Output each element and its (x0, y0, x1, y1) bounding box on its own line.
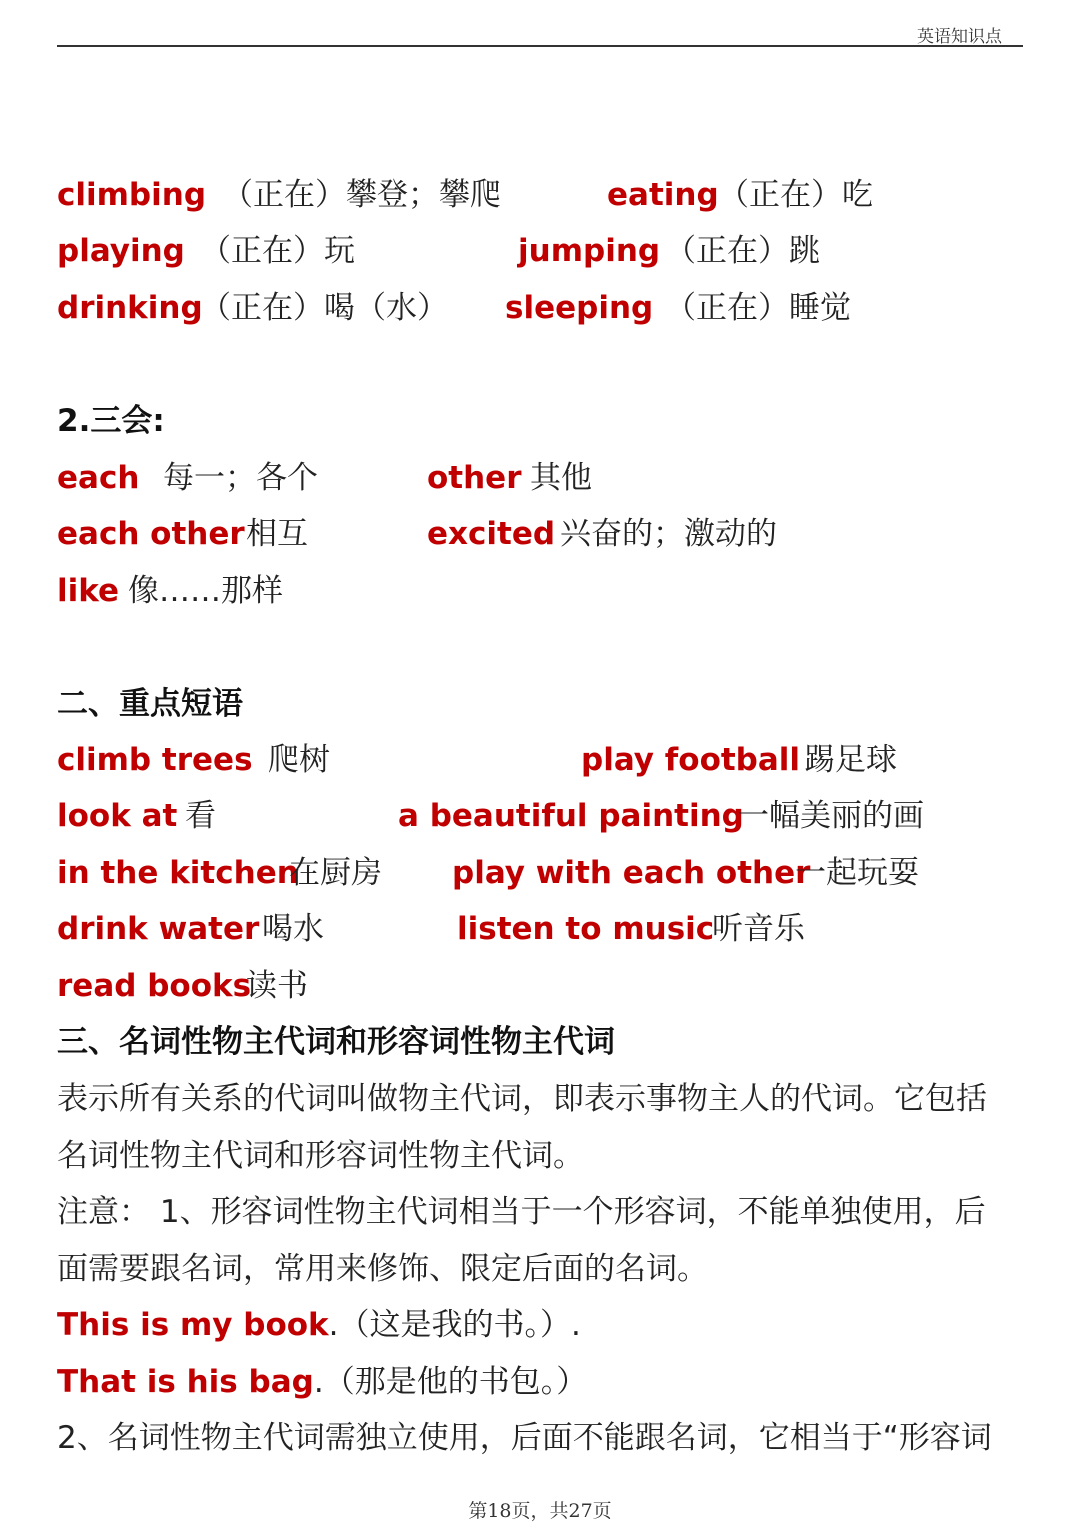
phrase-en: listen to music (457, 911, 715, 947)
vocab-en: each other (57, 516, 245, 552)
vocab-zh: （正在）吃 (718, 177, 873, 213)
note-line: 注意： 1、形容词性物主代词相当于一个形容词，不能单独使用，后 (57, 1194, 986, 1230)
phrase-en: a beautiful painting (398, 798, 744, 834)
phrase-zh: 踢足球 (804, 742, 897, 778)
phrase-zh: 喝水 (262, 911, 324, 947)
note-line: 2、名词性物主代词需独立使用，后面不能跟名词，它相当于“形容词 (57, 1420, 992, 1456)
vocab-zh: 兴奋的；激动的 (560, 516, 777, 552)
header-rule (57, 45, 1023, 47)
phrase-en: play with each other (452, 855, 811, 891)
example-en: This is my book (57, 1307, 329, 1343)
section-heading: 三、名词性物主代词和形容词性物主代词 (57, 1024, 615, 1060)
vocab-zh: （正在）睡觉 (665, 290, 851, 326)
phrase-en: play football (581, 742, 801, 778)
page-number: 第18页，共27页 (468, 1500, 612, 1522)
phrase-zh: 在厨房 (289, 855, 382, 891)
header-title: 英语知识点 (917, 27, 1002, 47)
vocab-en: sleeping (505, 290, 654, 326)
vocab-en: each (57, 460, 140, 496)
phrase-zh: 爬树 (268, 742, 330, 778)
vocab-en: playing (57, 233, 185, 269)
paragraph-line: 表示所有关系的代词叫做物主代词，即表示事物主人的代词。它包括 (57, 1081, 987, 1117)
paragraph-line: 名词性物主代词和形容词性物主代词。 (57, 1138, 584, 1174)
vocab-zh: （正在）跳 (665, 233, 820, 269)
phrase-zh: 听音乐 (712, 911, 805, 947)
example-zh: .（这是我的书。）. (328, 1307, 581, 1343)
vocab-en: jumping (518, 233, 661, 269)
phrase-zh: 一幅美丽的画 (738, 798, 924, 834)
vocab-en: like (57, 573, 120, 609)
note-line: 面需要跟名词，常用来修饰、限定后面的名词。 (57, 1251, 708, 1287)
section-heading: 二、重点短语 (57, 686, 243, 722)
phrase-en: in the kitchen (57, 855, 299, 891)
phrase-zh: 一起玩耍 (795, 855, 919, 891)
vocab-en: drinking (57, 290, 203, 326)
phrase-en: drink water (57, 911, 260, 947)
vocab-zh: 每一；各个 (163, 460, 318, 496)
vocab-en: excited (427, 516, 556, 552)
section-heading: 2.三会: (57, 403, 165, 439)
phrase-zh: 看 (185, 798, 216, 834)
example-en: That is his bag (57, 1364, 314, 1400)
example-sentence (57, 1303, 581, 1347)
example-zh: .（那是他的书包。） (313, 1364, 588, 1400)
phrase-en: climb trees (57, 742, 253, 778)
vocab-zh: （正在）攀登；攀爬 (222, 177, 501, 213)
phrase-en: look at (57, 798, 178, 834)
phrase-zh: 读书 (246, 968, 308, 1004)
vocab-zh: 像……那样 (128, 573, 283, 609)
vocab-zh: （正在）喝（水） (200, 290, 448, 326)
example-sentence (57, 1360, 587, 1404)
vocab-en: climbing (57, 177, 207, 213)
vocab-zh: 其他 (530, 460, 592, 496)
vocab-zh: 相互 (246, 516, 308, 552)
vocab-en: other (427, 460, 522, 496)
phrase-en: read books (57, 968, 252, 1004)
vocab-en: eating (607, 177, 719, 213)
vocab-zh: （正在）玩 (200, 233, 355, 269)
